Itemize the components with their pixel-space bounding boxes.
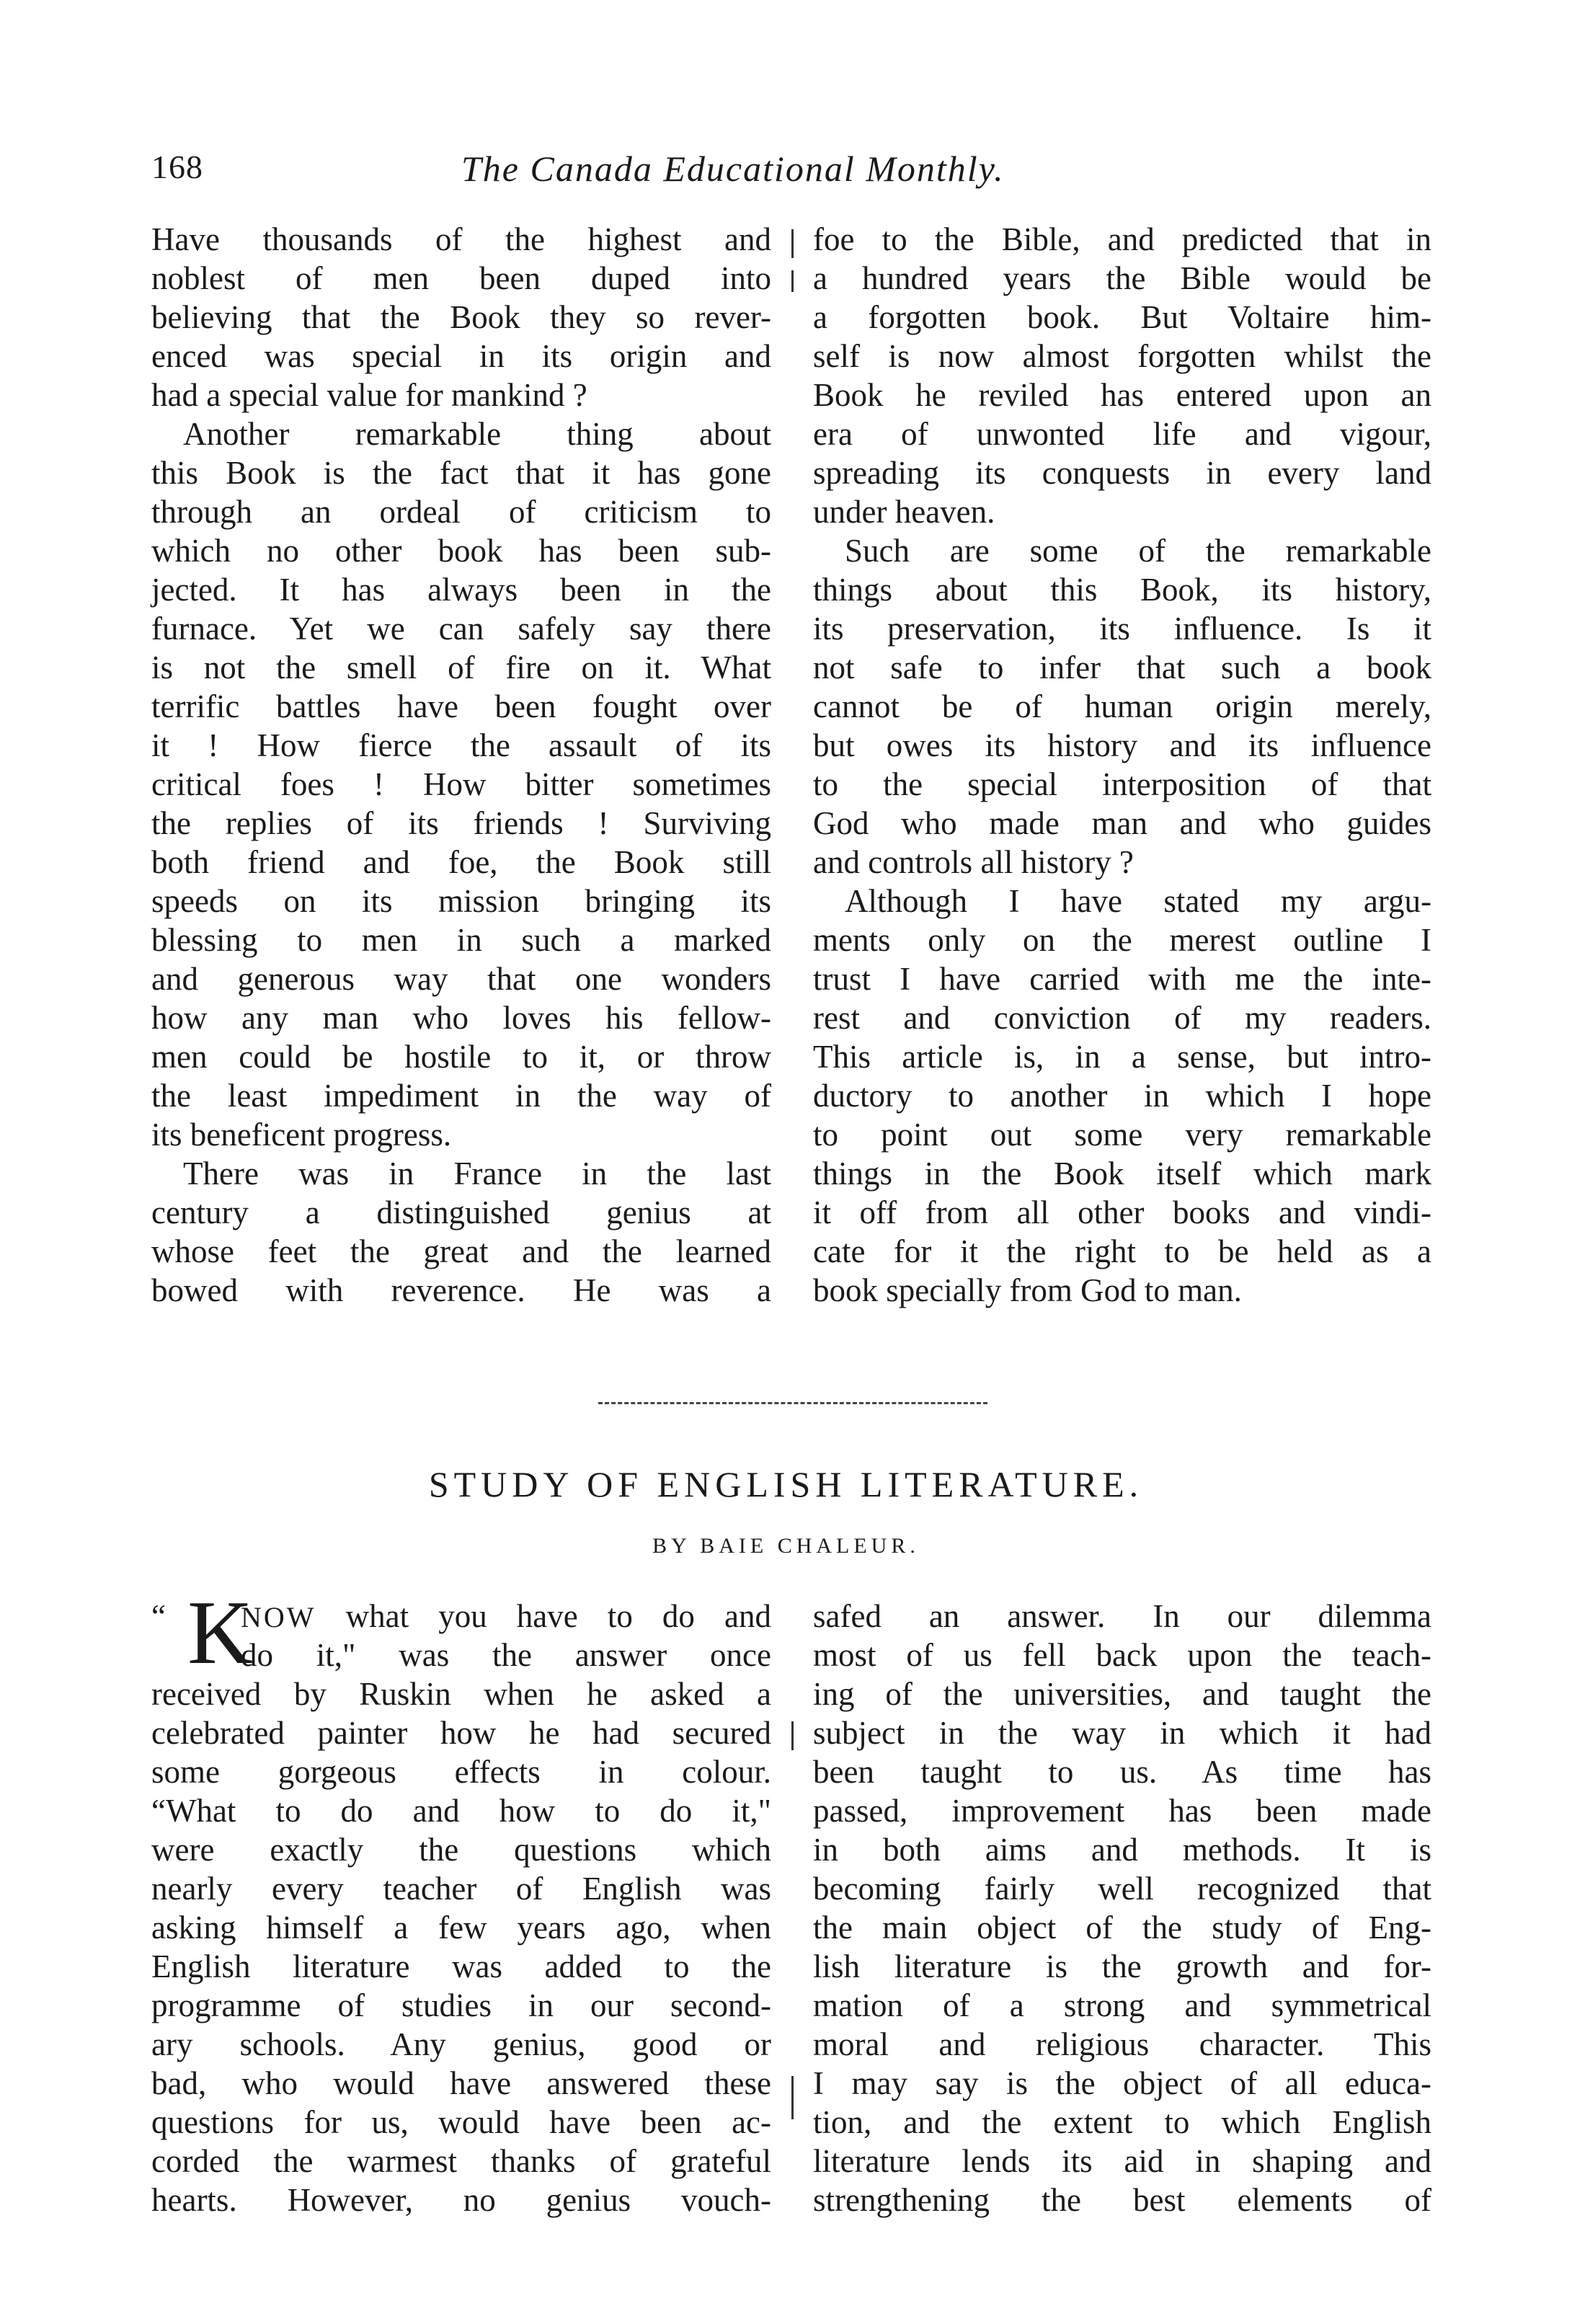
text-line: rest and conviction of my readers. bbox=[813, 1000, 1431, 1036]
text-line: asking himself a few years ago, when bbox=[151, 1910, 771, 1946]
text-line: There was in France in the last bbox=[183, 1156, 771, 1192]
text-line: ary schools. Any genius, good or bbox=[151, 2026, 771, 2062]
text-line: critical foes ! How bitter sometimes bbox=[151, 766, 771, 802]
text-line: ductory to another in which I hope bbox=[813, 1078, 1431, 1114]
text-line: literature lends its aid in shaping and bbox=[813, 2143, 1431, 2179]
text-line: lish literature is the growth and for- bbox=[813, 1948, 1431, 1984]
text-line: celebrated painter how he had secured bbox=[151, 1715, 771, 1751]
text-line: questions for us, would have been ac- bbox=[151, 2104, 771, 2140]
column-right-bottom bbox=[813, 1597, 1431, 2219]
text-line: enced was special in its origin and bbox=[151, 338, 771, 374]
text-line: Such are some of the remarkable bbox=[845, 533, 1431, 569]
section-title: STUDY OF ENGLISH LITERATURE. bbox=[428, 1464, 1144, 1504]
text-line: corded the warmest thanks of grateful bbox=[151, 2143, 771, 2179]
running-title: The Canada Educational Monthly. bbox=[461, 148, 1005, 189]
text-line: Have thousands of the highest and bbox=[151, 221, 771, 257]
gutter-mark bbox=[791, 270, 794, 292]
text-line: bowed with reverence. He was a bbox=[151, 1272, 771, 1308]
text-line: God who made man and who guides bbox=[813, 805, 1431, 841]
text-line: subject in the way in which it had bbox=[813, 1715, 1431, 1751]
text-line: mation of a strong and symmetrical bbox=[813, 1987, 1431, 2023]
page-number: 168 bbox=[151, 148, 203, 185]
text-line: under heaven. bbox=[813, 494, 995, 530]
open-quote: “ bbox=[151, 1598, 166, 1634]
text-line: English literature was added to the bbox=[151, 1948, 771, 1984]
text-line: bad, who would have answered these bbox=[151, 2065, 771, 2101]
text-line: jected. It has always been in the bbox=[151, 572, 771, 608]
text-line: how any man who loves his fellow- bbox=[151, 1000, 771, 1036]
text-line: passed, improvement has been made bbox=[813, 1793, 1431, 1829]
text-line: the least impediment in the way of bbox=[151, 1078, 771, 1114]
text-line: “What to do and how to do it," bbox=[151, 1793, 771, 1829]
column-left-top bbox=[151, 220, 771, 1310]
text-line: I may say is the object of all educa- bbox=[813, 2065, 1431, 2101]
text-line: strengthening the best elements of bbox=[813, 2182, 1431, 2218]
text-line: era of unwonted life and vigour, bbox=[813, 416, 1431, 452]
gutter-mark bbox=[791, 2076, 794, 2119]
column-right-top bbox=[813, 220, 1431, 1310]
text-line: nearly every teacher of English was bbox=[151, 1871, 771, 1907]
text-line: but owes its history and its influence bbox=[813, 727, 1431, 763]
text-line: both friend and foe, the Book still bbox=[151, 844, 771, 880]
text-line: spreading its conquests in every land bbox=[813, 455, 1431, 491]
text-line: moral and religious character. This bbox=[813, 2026, 1431, 2062]
page-header bbox=[151, 148, 1434, 198]
text-line: book specially from God to man. bbox=[813, 1272, 1242, 1308]
text-line: cate for it the right to be held as a bbox=[813, 1233, 1431, 1269]
text-line: do it," was the answer once bbox=[241, 1637, 771, 1673]
drop-cap-letter: K bbox=[187, 1583, 253, 1683]
text-line: to point out some very remarkable bbox=[813, 1117, 1431, 1153]
text-line: not safe to infer that such a book bbox=[813, 649, 1431, 686]
text-line: century a distinguished genius at bbox=[151, 1194, 771, 1230]
text-line: ments only on the merest outline I bbox=[813, 922, 1431, 958]
text-line: safed an answer. In our dilemma bbox=[813, 1598, 1431, 1634]
text-line: received by Ruskin when he asked a bbox=[151, 1676, 771, 1712]
text-line: foe to the Bible, and predicted that in bbox=[813, 221, 1431, 257]
small-caps-word: NOW bbox=[241, 1601, 316, 1633]
text-line: men could be hostile to it, or throw bbox=[151, 1039, 771, 1075]
text-line: and controls all history ? bbox=[813, 844, 1134, 880]
text-line: trust I have carried with me the inte- bbox=[813, 961, 1431, 997]
text-line: hearts. However, no genius vouch- bbox=[151, 2182, 771, 2218]
text-line: the main object of the study of Eng- bbox=[813, 1910, 1431, 1946]
text-line: some gorgeous effects in colour. bbox=[151, 1754, 771, 1790]
text-line: Book he reviled has entered upon an bbox=[813, 377, 1431, 413]
text-line: becoming fairly well recognized that bbox=[813, 1871, 1431, 1907]
text-line: programme of studies in our second- bbox=[151, 1987, 771, 2023]
text-line: cannot be of human origin merely, bbox=[813, 688, 1431, 724]
text-line: the replies of its friends ! Surviving bbox=[151, 805, 771, 841]
text-line: things about this Book, its history, bbox=[813, 572, 1431, 608]
text-line: speeds on its mission bringing its bbox=[151, 883, 771, 919]
section-byline: BY BAIE CHALEUR. bbox=[652, 1534, 920, 1558]
section-divider bbox=[598, 1402, 987, 1404]
text-line: blessing to men in such a marked bbox=[151, 922, 771, 958]
column-left-bottom bbox=[151, 1583, 771, 2219]
text-line: its beneficent progress. bbox=[151, 1117, 452, 1153]
text-line: its preservation, its influence. Is it bbox=[813, 611, 1431, 647]
text-line: to the special interposition of that bbox=[813, 766, 1431, 802]
text-line: a hundred years the Bible would be bbox=[813, 260, 1431, 296]
text-line: through an ordeal of criticism to bbox=[151, 494, 771, 530]
text-line: furnace. Yet we can safely say there bbox=[151, 611, 771, 647]
text-line: believing that the Book they so rever- bbox=[151, 299, 771, 335]
text-line: noblest of men been duped into bbox=[151, 260, 771, 296]
text-line: it off from all other books and vindi- bbox=[813, 1194, 1431, 1230]
text-line: ing of the universities, and taught the bbox=[813, 1676, 1431, 1712]
text-line: Although I have stated my argu- bbox=[845, 883, 1431, 919]
text-line: self is now almost forgotten whilst the bbox=[813, 338, 1431, 374]
text-line: which no other book has been sub- bbox=[151, 533, 771, 569]
dropcap-block bbox=[151, 1583, 771, 1683]
text-line: in both aims and methods. It is bbox=[813, 1832, 1431, 1868]
text-line: and generous way that one wonders bbox=[151, 961, 771, 997]
text-line: had a special value for mankind ? bbox=[151, 377, 587, 413]
text-fragment: what you have to do and bbox=[345, 1598, 771, 1634]
gutter-mark bbox=[791, 1721, 794, 1750]
text-line: tion, and the extent to which English bbox=[813, 2104, 1431, 2140]
text-line: Another remarkable thing about bbox=[183, 416, 771, 452]
text-line: terrific battles have been fought over bbox=[151, 688, 771, 724]
text-line: whose feet the great and the learned bbox=[151, 1233, 771, 1269]
text-line: it ! How fierce the assault of its bbox=[151, 727, 771, 763]
text-line: This article is, in a sense, but intro- bbox=[813, 1039, 1431, 1075]
text-line: been taught to us. As time has bbox=[813, 1754, 1431, 1790]
text-line: this Book is the fact that it has gone bbox=[151, 455, 771, 491]
text-line: a forgotten book. But Voltaire him- bbox=[813, 299, 1431, 335]
text-line: is not the smell of fire on it. What bbox=[151, 649, 771, 686]
text-line: were exactly the questions which bbox=[151, 1832, 771, 1868]
text-line: most of us fell back upon the teach- bbox=[813, 1637, 1431, 1673]
gutter-mark bbox=[791, 229, 794, 258]
text-line: things in the Book itself which mark bbox=[813, 1156, 1431, 1192]
